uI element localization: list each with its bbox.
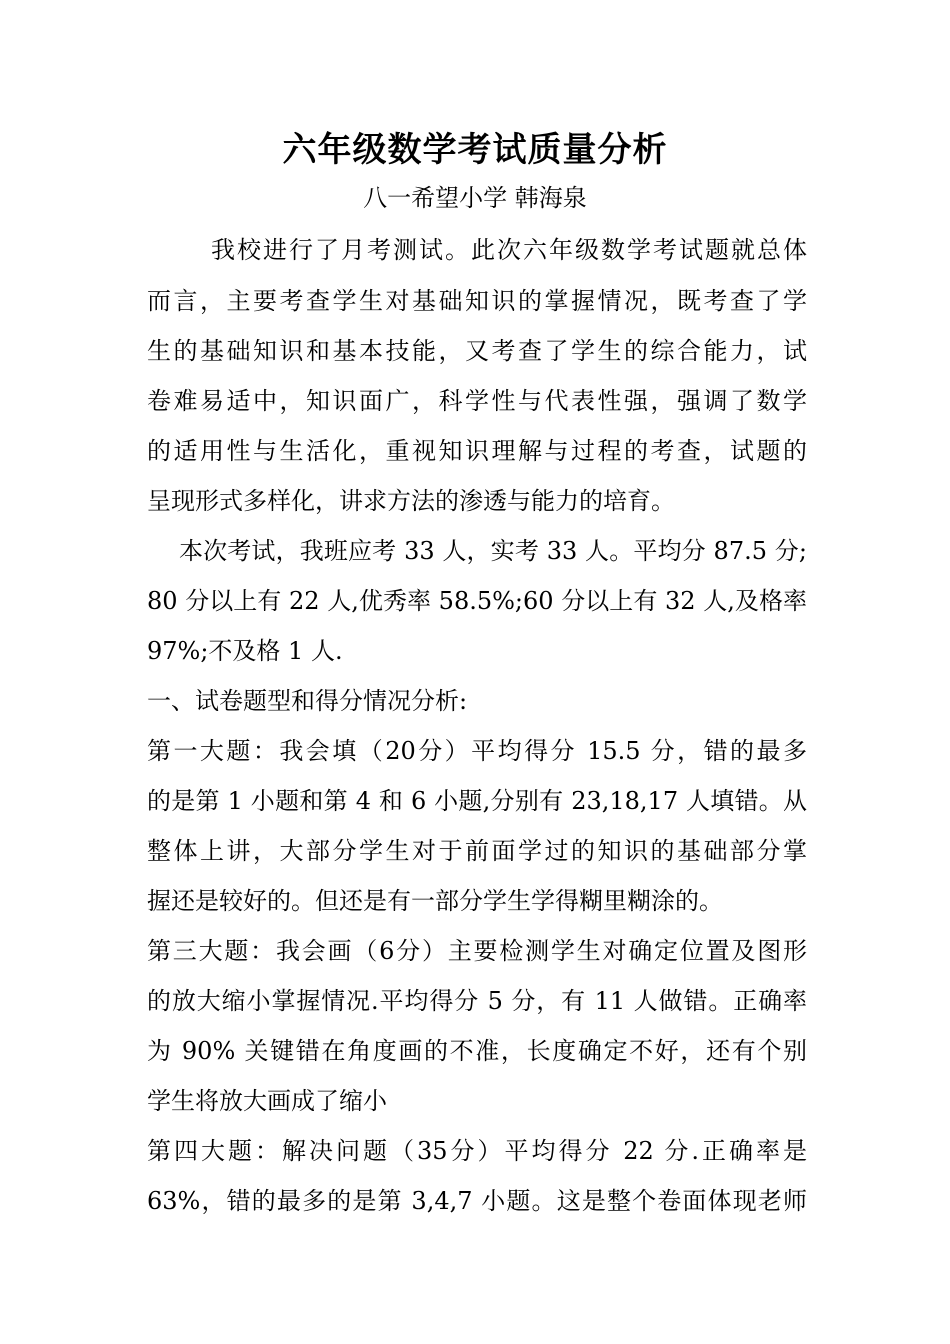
paragraph-line: 我校进行了月考测试。此次六年级数学考试题就总体 <box>211 236 807 264</box>
paragraph-line: 第四大题：解决问题（35分）平均得分 22 分.正确率是 <box>147 1137 807 1165</box>
paragraph-line: 整体上讲，大部分学生对于前面学过的知识的基础部分掌 <box>147 837 807 865</box>
paragraph-line: 80 分以上有 22 人,优秀率 58.5%;60 分以上有 32 人,及格率 <box>147 587 807 615</box>
paragraph-line: 而言，主要考查学生对基础知识的掌握情况，既考查了学 <box>147 287 807 315</box>
paragraph-line: 学生将放大画成了缩小 <box>147 1087 387 1115</box>
paragraph-line: 的适用性与生活化，重视知识理解与过程的考查，试题的 <box>147 437 807 465</box>
paragraph-line: 本次考试，我班应考 33 人，实考 33 人。平均分 87.5 分; <box>179 537 807 565</box>
paragraph-line: 的放大缩小掌握情况.平均得分 5 分，有 11 人做错。正确率 <box>147 987 807 1015</box>
paragraph-line: 为 90% 关键错在角度画的不准，长度确定不好，还有个别 <box>147 1037 807 1065</box>
document-author: 八一希望小学 韩海泉 <box>363 184 587 212</box>
paragraph-line: 呈现形式多样化，讲求方法的渗透与能力的培育。 <box>147 487 675 515</box>
paragraph-line: 第一大题：我会填（20分）平均得分 15.5 分，错的最多 <box>147 737 807 765</box>
paragraph-line: 的是第 1 小题和第 4 和 6 小题,分别有 23,18,17 人填错。从 <box>147 787 807 815</box>
paragraph-line: 生的基础知识和基本技能，又考查了学生的综合能力，试 <box>147 337 807 365</box>
paragraph-line: 63%，错的最多的是第 3,4,7 小题。这是整个卷面体现老师 <box>147 1187 807 1215</box>
paragraph-line: 握还是较好的。但还是有一部分学生学得糊里糊涂的。 <box>147 887 723 915</box>
document-title: 六年级数学考试质量分析 <box>282 130 668 170</box>
section-heading: 一、试卷题型和得分情况分析: <box>147 687 468 715</box>
paragraph-line: 第三大题：我会画（6分）主要检测学生对确定位置及图形 <box>147 937 807 965</box>
paragraph-line: 97%;不及格 1 人. <box>147 637 343 665</box>
paragraph-line: 卷难易适中，知识面广，科学性与代表性强，强调了数学 <box>147 387 807 415</box>
